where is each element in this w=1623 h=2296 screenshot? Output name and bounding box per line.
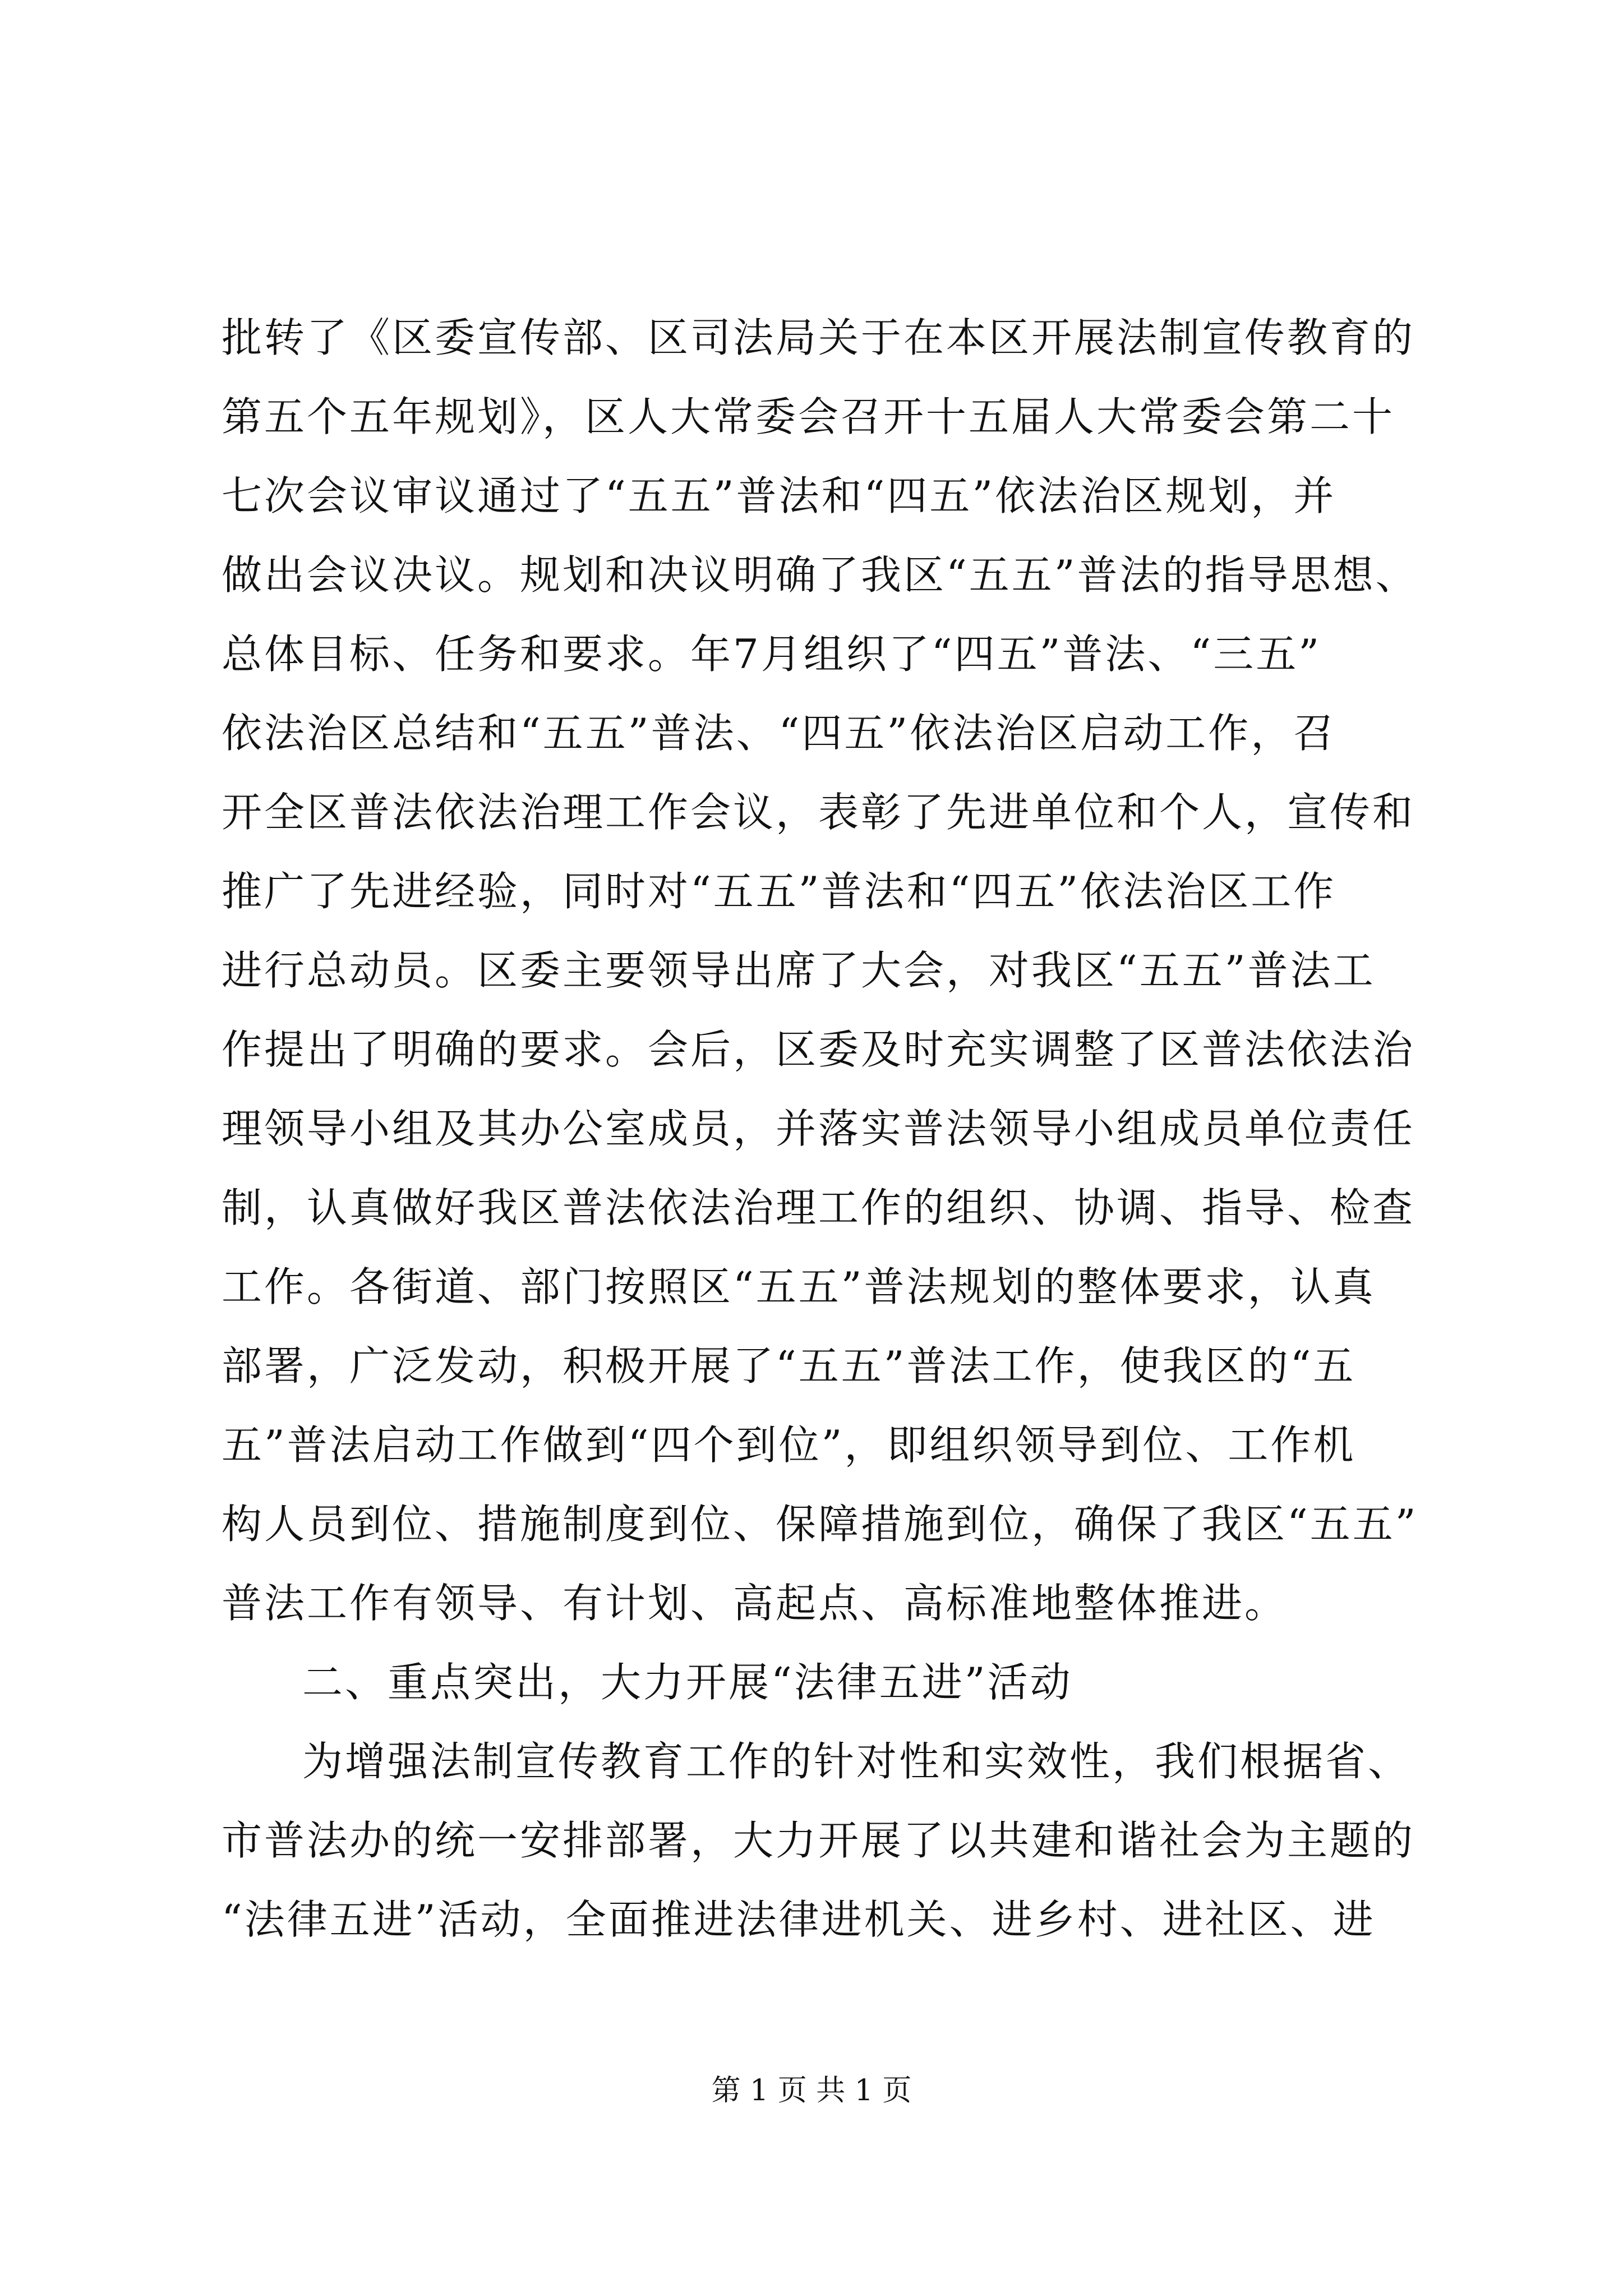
text-line: 批转了《区委宣传部、区司法局关于在本区开展法制宣传教育的 xyxy=(222,314,1415,361)
text-line: 进行总动员。区委主要领导出席了大会，对我区“五五”普法工 xyxy=(222,947,1376,994)
text-line: 为增强法制宣传教育工作的针对性和实效性，我们根据省、 xyxy=(302,1738,1411,1785)
page-footer: 第 1 页 共 1 页 xyxy=(711,2074,912,2108)
text-line: 部署，广泛发动，积极开展了“五五”普法工作，使我区的“五 xyxy=(222,1342,1356,1389)
section-heading: 二、重点突出，大力开展“法律五进”活动 xyxy=(302,1659,1073,1706)
text-line: 做出会议决议。规划和决议明确了我区“五五”普法的指导思想、 xyxy=(222,551,1418,599)
text-line: 构人员到位、措施制度到位、保障措施到位，确保了我区“五五” xyxy=(222,1501,1418,1548)
text-line: 第五个五年规划》，区人大常委会召开十五届人大常委会第二十 xyxy=(222,393,1395,440)
body-text xyxy=(222,298,1433,1959)
text-line: 理领导小组及其办公室成员，并落实普法领导小组成员单位责任 xyxy=(222,1105,1415,1152)
text-line: 市普法办的统一安排部署，大力开展了以共建和谐社会为主题的 xyxy=(222,1817,1415,1864)
text-line: 依法治区总结和“五五”普法、“四五”依法治区启动工作，召 xyxy=(222,710,1336,757)
text-line: 总体目标、任务和要求。年7月组织了“四五”普法、“三五” xyxy=(222,631,1322,678)
text-line: “法律五进”活动，全面推进法律进机关、进乡村、进社区、进 xyxy=(222,1896,1376,1943)
text-line: 五”普法启动工作做到“四个到位”，即组织领导到位、工作机 xyxy=(222,1421,1356,1469)
text-line: 普法工作有领导、有计划、高起点、高标准地整体推进。 xyxy=(222,1580,1288,1627)
text-line: 制，认真做好我区普法依法治理工作的组织、协调、指导、检查 xyxy=(222,1184,1415,1231)
text-line: 推广了先进经验，同时对“五五”普法和“四五”依法治区工作 xyxy=(222,868,1336,915)
text-line: 作提出了明确的要求。会后，区委及时充实调整了区普法依法治 xyxy=(222,1026,1415,1073)
text-line: 七次会议审议通过了“五五”普法和“四五”依法治区规划，并 xyxy=(222,472,1336,519)
text-line: 工作。各街道、部门按照区“五五”普法规划的整体要求，认真 xyxy=(222,1263,1376,1310)
text-line: 开全区普法依法治理工作会议，表彰了先进单位和个人，宣传和 xyxy=(222,789,1415,836)
